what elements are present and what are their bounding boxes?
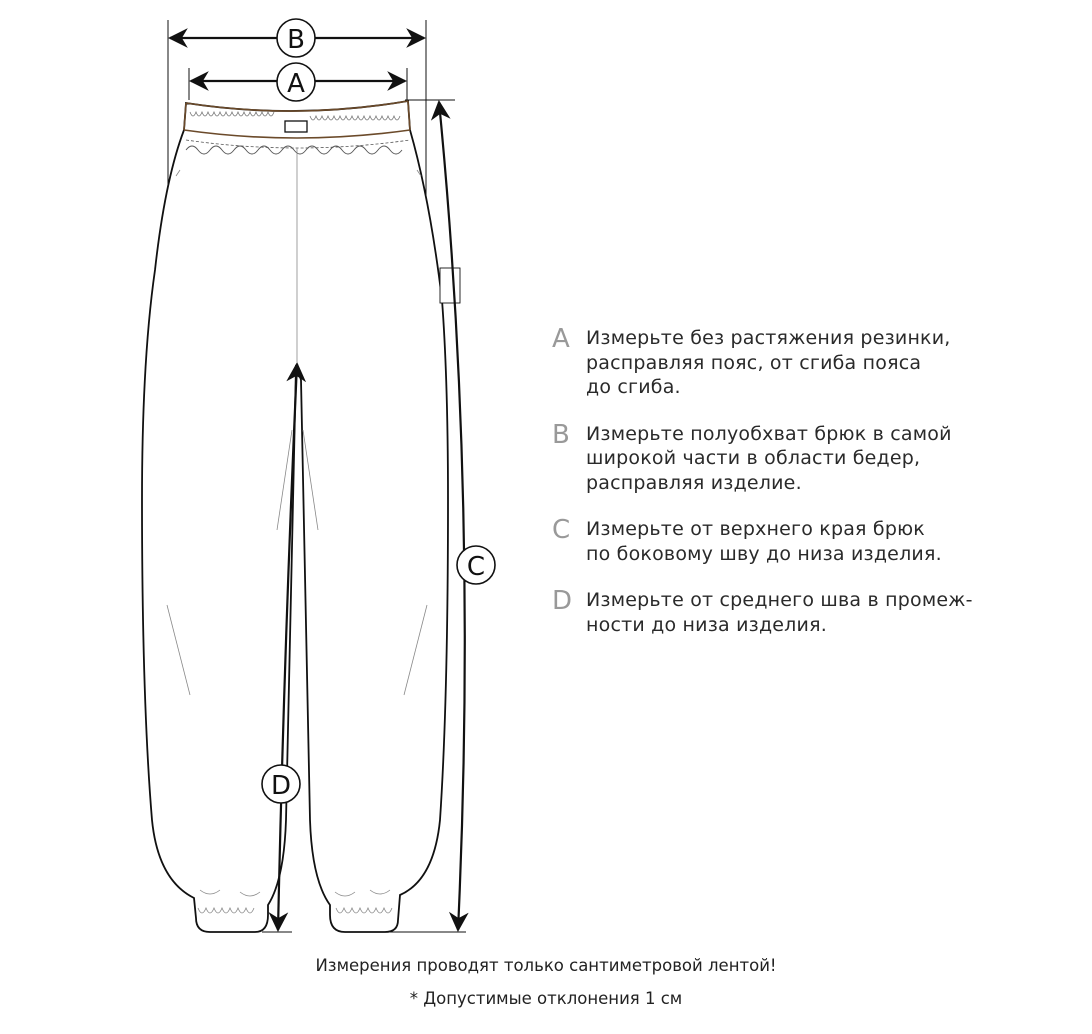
svg-text:B: B	[287, 25, 305, 55]
instruction-letter: C	[552, 515, 571, 545]
svg-text:C: C	[466, 552, 486, 582]
instruction-letter: A	[552, 324, 570, 354]
svg-text:D: D	[270, 771, 292, 801]
measurement-note: Измерения проводят только сантиметровой лентой!	[315, 956, 777, 975]
instruction-text: Измерьте от среднего шва в промеж- ности до низа изделия.	[586, 589, 973, 636]
instruction-c	[552, 517, 1052, 566]
svg-text:A: A	[287, 69, 305, 99]
marker-c	[457, 546, 495, 584]
tolerance-note: * Допустимые отклонения 1 см	[409, 989, 683, 1008]
pants-measurement-diagram	[0, 0, 560, 950]
instruction-text: Измерьте полуобхват брюк в самой широкой части в области бедер, расправляя изделие.	[586, 422, 952, 494]
instruction-text: Измерьте без растяжения резинки, расправляя пояс, от сгиба пояса до сгиба.	[586, 327, 951, 398]
instruction-text: Измерьте от верхнего края брюк по боковому шву до низа изделия.	[586, 518, 942, 565]
marker-d	[262, 765, 300, 803]
instruction-b	[552, 419, 1052, 496]
pants-outline	[142, 101, 448, 932]
instruction-letter: B	[552, 419, 570, 450]
marker-a	[277, 63, 315, 101]
measurement-instructions	[552, 326, 1052, 659]
marker-b	[277, 19, 315, 57]
instruction-d	[552, 588, 1052, 637]
instruction-letter: D	[552, 586, 573, 616]
instruction-a	[552, 326, 1052, 400]
